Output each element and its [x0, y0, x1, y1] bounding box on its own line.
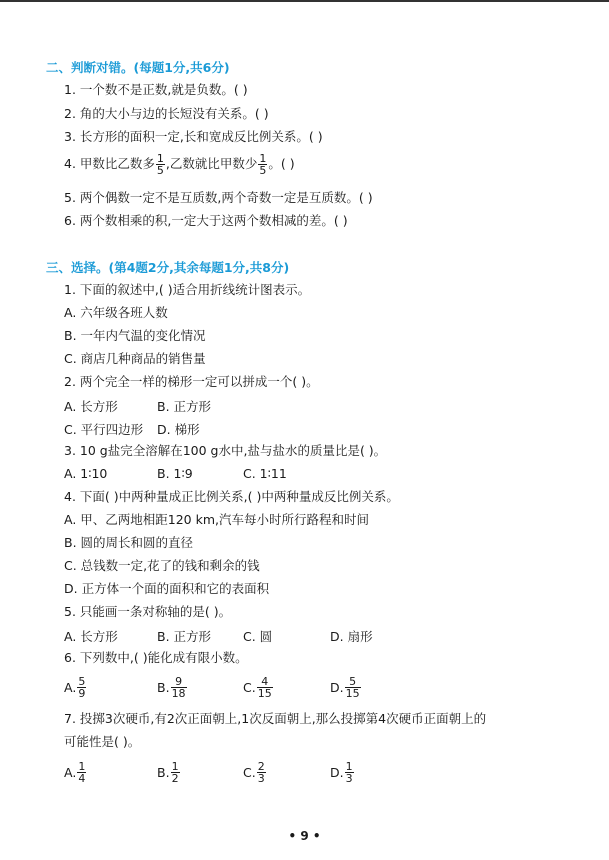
section2-item-4 — [64, 150, 295, 178]
q1-option-b: B. 一年内气温的变化情况 — [64, 328, 206, 343]
section2-item-1: 1. 一个数不是正数,就是负数。( ) — [64, 82, 248, 97]
q7-option-b — [157, 756, 181, 788]
q1-stem: 1. 下面的叙述中,( )适合用折线统计图表示。 — [64, 282, 311, 297]
q6-stem: 6. 下列数中,( )能化成有限小数。 — [64, 650, 248, 665]
q2-option-a: A. 长方形 — [64, 399, 118, 414]
q3-stem: 3. 10 g盐完全溶解在100 g水中,盐与盐水的质量比是( )。 — [64, 443, 387, 458]
option-fraction — [77, 761, 86, 784]
fraction-denominator: 15 — [257, 686, 272, 700]
q5-option-c: C. 圆 — [243, 629, 273, 644]
q4-option-a: A. 甲、乙两地相距120 km,汽车每小时所行路程和时间 — [64, 512, 369, 527]
fraction-denominator: 5 — [259, 163, 267, 177]
fraction-one-fifth — [258, 153, 267, 176]
option-fraction — [345, 676, 361, 699]
q7-stem-line2: 可能性是( )。 — [64, 734, 141, 749]
option-fraction — [345, 761, 354, 784]
q7-option-c — [243, 756, 267, 788]
q5-stem: 5. 只能画一条对称轴的是( )。 — [64, 604, 232, 619]
section2-title: 二、判断对错。(每题1分,共6分) — [46, 60, 230, 75]
q4-option-b: B. 圆的周长和圆的直径 — [64, 535, 194, 550]
fraction-numerator: 9 — [175, 674, 183, 688]
option-letter: A. — [64, 679, 77, 695]
fraction-denominator: 9 — [78, 686, 86, 700]
q7-option-a — [64, 756, 87, 788]
q3-option-c: C. 1∶11 — [243, 466, 287, 481]
fraction-numerator: 2 — [257, 759, 265, 773]
q6-option-d — [330, 672, 362, 702]
option-fraction — [77, 676, 86, 699]
fraction-numerator: 1 — [345, 759, 353, 773]
q2-option-b: B. 正方形 — [157, 399, 212, 414]
q7-option-d — [330, 756, 355, 788]
fraction-denominator: 4 — [78, 771, 86, 785]
option-letter: D. — [330, 679, 344, 695]
option-letter: D. — [330, 764, 344, 780]
page-number: • 9 • — [288, 829, 321, 843]
q4-option-d: D. 正方体一个面的面积和它的表面积 — [64, 581, 270, 596]
option-fraction — [171, 761, 180, 784]
fraction-numerator: 5 — [78, 674, 86, 688]
q7-stem-line1: 7. 投掷3次硬币,有2次正面朝上,1次反面朝上,那么投掷第4次硬币正面朝上的 — [64, 711, 487, 726]
q5-option-b: B. 正方形 — [157, 629, 212, 644]
fraction-numerator: 4 — [261, 674, 269, 688]
option-fraction — [257, 761, 266, 784]
q5-option-a: A. 长方形 — [64, 629, 118, 644]
fraction-numerator: 1 — [259, 151, 267, 165]
fraction-numerator: 1 — [78, 759, 86, 773]
option-letter: A. — [64, 764, 77, 780]
q4-stem: 4. 下面( )中两种量成正比例关系,( )中两种量成反比例关系。 — [64, 489, 399, 504]
q2-option-d: D. 梯形 — [157, 422, 200, 437]
item4-text-b: ,乙数就比甲数少 — [165, 156, 258, 171]
q3-option-a: A. 1∶10 — [64, 466, 108, 481]
option-letter: C. — [243, 679, 256, 695]
section2-item-5: 5. 两个偶数一定不是互质数,两个奇数一定是互质数。( ) — [64, 190, 373, 205]
q6-option-b — [157, 672, 188, 702]
option-fraction — [257, 676, 273, 699]
fraction-denominator: 3 — [345, 771, 353, 785]
fraction-denominator: 15 — [345, 686, 360, 700]
fraction-denominator: 3 — [257, 771, 265, 785]
fraction-denominator: 18 — [171, 686, 186, 700]
fraction-denominator: 5 — [156, 163, 164, 177]
option-letter: B. — [157, 764, 170, 780]
q2-option-c: C. 平行四边形 — [64, 422, 144, 437]
top-border-line — [0, 0, 609, 2]
q4-option-c: C. 总钱数一定,花了的钱和剩余的钱 — [64, 558, 260, 573]
option-fraction — [171, 676, 187, 699]
option-letter: C. — [243, 764, 256, 780]
fraction-denominator: 2 — [171, 771, 179, 785]
q3-option-b: B. 1∶9 — [157, 466, 193, 481]
q1-option-a: A. 六年级各班人数 — [64, 305, 168, 320]
fraction-numerator: 5 — [349, 674, 357, 688]
fraction-one-fifth — [156, 153, 165, 176]
q6-option-c — [243, 672, 274, 702]
section3-title: 三、选择。(第4题2分,其余每题1分,共8分) — [46, 260, 290, 275]
item4-text-a: 4. 甲数比乙数多 — [64, 156, 155, 171]
section2-item-6: 6. 两个数相乘的积,一定大于这两个数相减的差。( ) — [64, 213, 348, 228]
q6-option-a — [64, 672, 87, 702]
q1-option-c: C. 商店几种商品的销售量 — [64, 351, 206, 366]
q5-option-d: D. 扇形 — [330, 629, 373, 644]
option-letter: B. — [157, 679, 170, 695]
section2-item-2: 2. 角的大小与边的长短没有关系。( ) — [64, 106, 269, 121]
section2-item-3: 3. 长方形的面积一定,长和宽成反比例关系。( ) — [64, 129, 323, 144]
fraction-numerator: 1 — [156, 151, 164, 165]
q2-stem: 2. 两个完全一样的梯形一定可以拼成一个( )。 — [64, 374, 319, 389]
item4-text-c: 。( ) — [268, 156, 295, 171]
fraction-numerator: 1 — [171, 759, 179, 773]
